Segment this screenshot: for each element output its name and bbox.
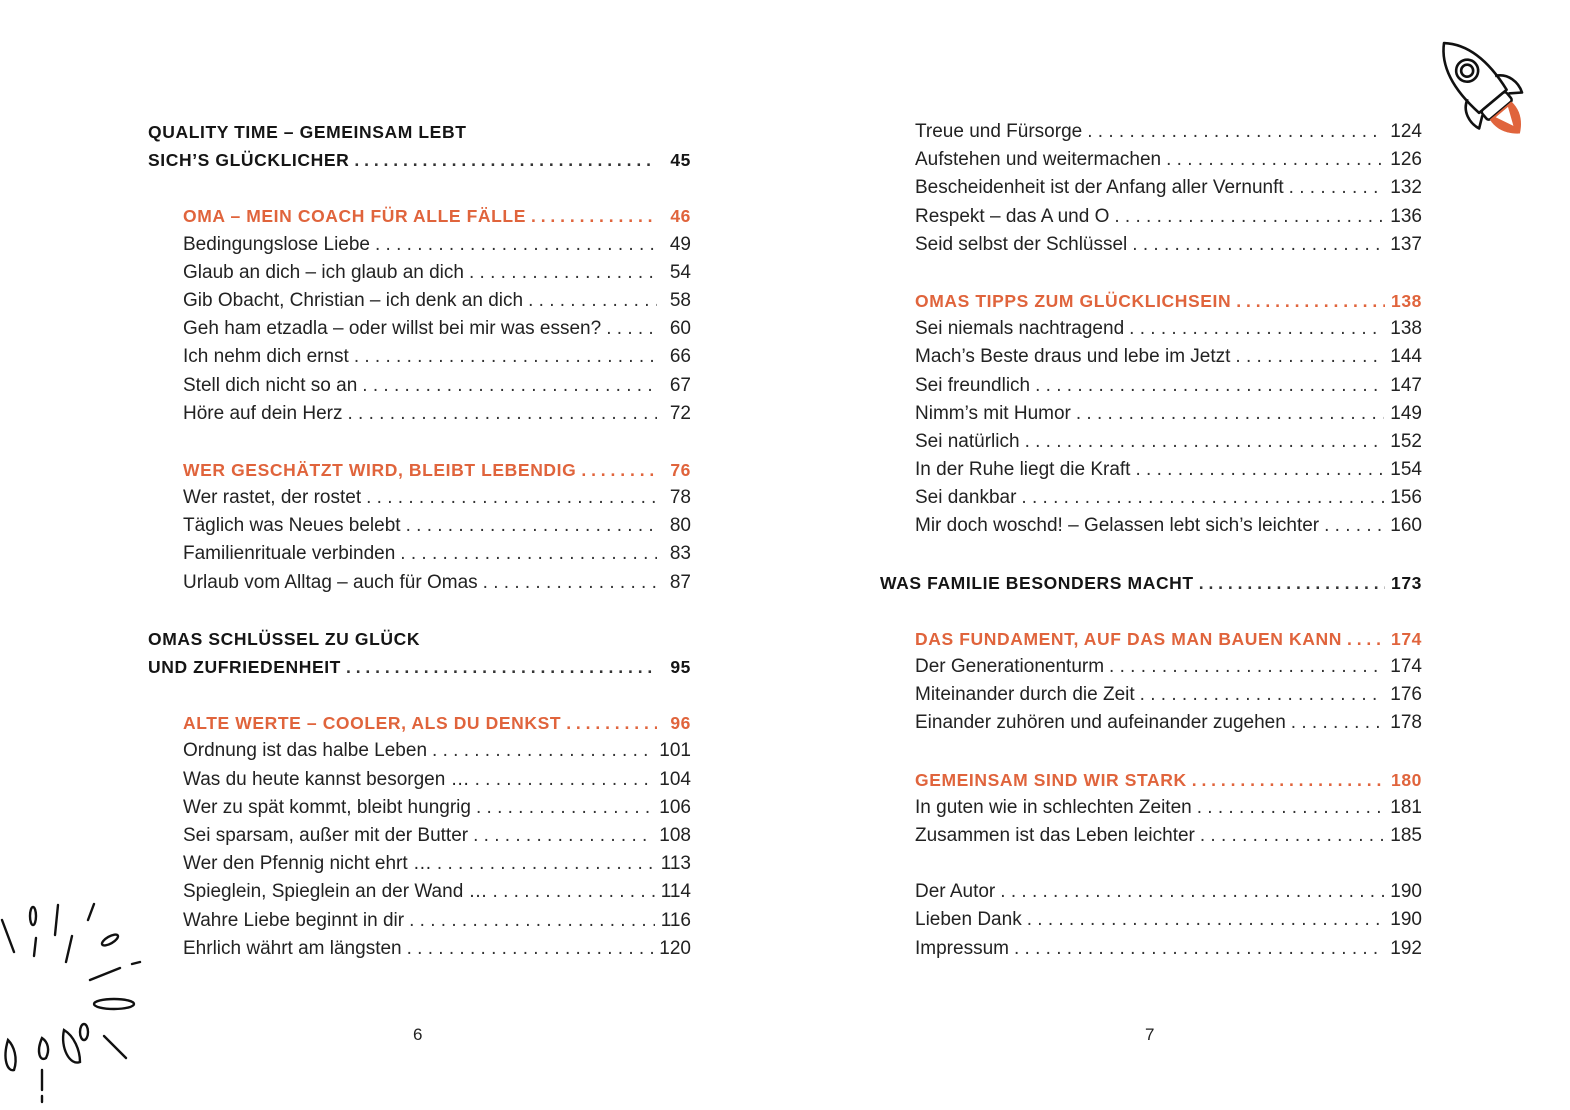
dot-leader [437,850,655,878]
dot-leader [1192,766,1385,794]
toc-entry[interactable]: Familienrituale verbinden . . . 83 [183,540,691,568]
toc-chapter-tipps [880,287,1422,541]
toc-entry[interactable]: Aufstehen und weitermachen . . . 126 [915,146,1422,174]
toc-part-familie [880,569,1422,597]
dot-leader [1291,709,1385,737]
toc-part-quality-time [148,118,691,174]
rocket-icon [1420,26,1550,146]
toc-entry[interactable]: Sei sparsam, außer mit der Butter . . . 108 [183,822,691,850]
page-number-right: 7 [1145,1025,1155,1044]
toc-entry[interactable]: Sei dankbar . . . 156 [915,484,1422,512]
dot-leader [1129,315,1384,343]
toc-chapter-geschaetzt [148,456,691,597]
dot-leader [581,456,657,484]
dot-leader [366,484,657,512]
dot-leader [483,569,657,597]
toc-entry[interactable]: Was du heute kannst besorgen … . . . 104 [183,766,691,794]
toc-entry[interactable]: Bedingungslose Liebe . . . 49 [183,231,691,259]
dot-leader [409,907,655,935]
dot-leader [566,709,657,737]
dot-leader [1000,878,1384,906]
dot-leader [347,400,657,428]
toc-right-page [880,118,1422,991]
toc-entry[interactable]: Sei niemals nachtragend . . . 138 [915,315,1422,343]
toc-entry[interactable]: Impressum . . . 192 [915,935,1422,963]
dot-leader [1087,118,1384,146]
toc-entry[interactable]: Mach’s Beste draus und lebe im Jetzt . . . 144 [915,343,1422,371]
dot-leader [1324,512,1384,540]
toc-entry[interactable]: Bescheidenheit ist der Anfang aller Vernunft . . . 132 [915,174,1422,202]
toc-entry[interactable]: Sei freundlich . . . 147 [915,372,1422,400]
toc-entry[interactable]: Ordnung ist das halbe Leben . . . 101 [183,737,691,765]
toc-chapter-fundament [880,625,1422,738]
dot-leader [473,822,653,850]
dot-leader [400,540,657,568]
dot-leader [1197,794,1385,822]
toc-entry[interactable]: Wahre Liebe beginnt in dir . . . 116 [183,907,691,935]
toc-entry[interactable]: Respekt – das A und O . . . 136 [915,203,1422,231]
burst-icon [0,890,150,1110]
toc-entry[interactable]: Spieglein, Spieglein an der Wand … . . . 114 [183,878,691,906]
toc-entry[interactable]: Einander zuhören und aufeinander zugehen . . . 178 [915,709,1422,737]
dot-leader [346,653,657,681]
toc-chapter-heading[interactable]: OMA – MEIN COACH FÜR ALLE FÄLLE . . . 46 [183,202,691,230]
toc-part-title-line: QUALITY TIME – GEMEINSAM LEBT [148,122,467,142]
toc-entry[interactable]: In guten wie in schlechten Zeiten . . . 181 [915,794,1422,822]
toc-part-schluessel [148,625,691,681]
dot-leader [1132,231,1384,259]
toc-entry[interactable]: Der Autor . . . 190 [915,878,1422,906]
toc-chapter-gemeinsam [880,766,1422,851]
dot-leader [406,512,657,540]
dot-leader [1289,174,1385,202]
toc-entry[interactable]: Gib Obacht, Christian – ich denk an dich . . . 58 [183,287,691,315]
dot-leader [531,202,657,230]
dot-leader [528,287,657,315]
toc-part-title-line[interactable]: WAS FAMILIE BESONDERS MACHT . . . 173 [880,569,1422,597]
page-number-left: 6 [413,1025,423,1044]
toc-entry[interactable]: Ich nehm dich ernst . . . 66 [183,343,691,371]
toc-entry[interactable]: Miteinander durch die Zeit . . . 176 [915,681,1422,709]
toc-chapter-heading[interactable]: ALTE WERTE – COOLER, ALS DU DENKST . . . 96 [183,709,691,737]
toc-entry[interactable]: Lieben Dank . . . 190 [915,906,1422,934]
toc-entry[interactable]: Täglich was Neues belebt . . . 80 [183,512,691,540]
toc-entry[interactable]: In der Ruhe liegt die Kraft . . . 154 [915,456,1422,484]
toc-entry[interactable]: Urlaub vom Alltag – auch für Omas . . . 87 [183,569,691,597]
toc-entry[interactable]: Seid selbst der Schlüssel . . . 137 [915,231,1422,259]
dot-leader [1014,935,1384,963]
dot-leader [606,315,657,343]
dot-leader [354,146,657,174]
toc-entry[interactable]: Wer zu spät kommt, bleibt hungrig . . . 106 [183,794,691,822]
dot-leader [1199,569,1385,597]
dot-leader [407,935,654,963]
dot-leader [1135,456,1384,484]
toc-entry[interactable]: Ehrlich währt am längsten . . . 120 [183,935,691,963]
toc-entry[interactable]: Sei natürlich . . . 152 [915,428,1422,456]
toc-part-title-line[interactable]: UND ZUFRIEDENHEIT . . . 95 [148,653,691,681]
toc-chapter-alte-werte [148,709,691,963]
dot-leader [1035,372,1384,400]
dot-leader [375,231,657,259]
dot-leader [1200,822,1384,850]
toc-entry[interactable]: Glaub an dich – ich glaub an dich . . . 54 [183,259,691,287]
dot-leader [469,259,657,287]
toc-back-matter [880,878,1422,963]
toc-entry[interactable]: Zusammen ist das Leben leichter . . . 185 [915,822,1422,850]
toc-chapter-oma-coach [148,202,691,428]
toc-chapter-heading[interactable]: WER GESCHÄTZT WIRD, BLEIBT LEBENDIG . . . 76 [183,456,691,484]
dot-leader [493,878,655,906]
toc-entry[interactable]: Mir doch woschd! – Gelassen lebt sich’s leichter . . . 160 [915,512,1422,540]
toc-entry[interactable]: Der Generationenturm . . . 174 [915,653,1422,681]
toc-entry[interactable]: Wer den Pfennig nicht ehrt … . . . 113 [183,850,691,878]
toc-entry[interactable]: Stell dich nicht so an . . . 67 [183,372,691,400]
dot-leader [475,766,654,794]
toc-entry[interactable]: Treue und Fürsorge . . . 124 [915,118,1422,146]
dot-leader [1235,343,1384,371]
toc-entry[interactable]: Höre auf dein Herz . . . 72 [183,400,691,428]
dot-leader [1114,203,1384,231]
dot-leader [362,372,657,400]
dot-leader [1236,287,1385,315]
toc-part-title-line: OMAS SCHLÜSSEL ZU GLÜCK [148,628,421,649]
toc-chapter-heading[interactable]: GEMEINSAM SIND WIR STARK . . . 180 [915,766,1422,794]
dot-leader [1021,484,1384,512]
dot-leader [1140,681,1385,709]
toc-chapter-heading[interactable]: OMAS TIPPS ZUM GLÜCKLICHSEIN . . . 138 [915,287,1422,315]
dot-leader [1076,400,1384,428]
dot-leader [1109,653,1384,681]
dot-leader [354,343,657,371]
toc-part-title-line[interactable]: SICH’S GLÜCKLICHER . . . 45 [148,146,691,174]
toc-chapter-heading[interactable]: DAS FUNDAMENT, AUF DAS MAN BAUEN KANN . . . 174 [915,625,1422,653]
dot-leader [1166,146,1384,174]
toc-entry[interactable]: Nimm’s mit Humor . . . 149 [915,400,1422,428]
toc-left-page [148,118,691,991]
dot-leader [1347,625,1385,653]
dot-leader [476,794,653,822]
dot-leader [1025,428,1385,456]
toc-continued-entries [880,118,1422,259]
dot-leader [1027,906,1385,934]
toc-entry[interactable]: Geh ham etzadla – oder willst bei mir was essen? . . . 60 [183,315,691,343]
dot-leader [432,737,653,765]
toc-entry[interactable]: Wer rastet, der rostet . . . 78 [183,484,691,512]
